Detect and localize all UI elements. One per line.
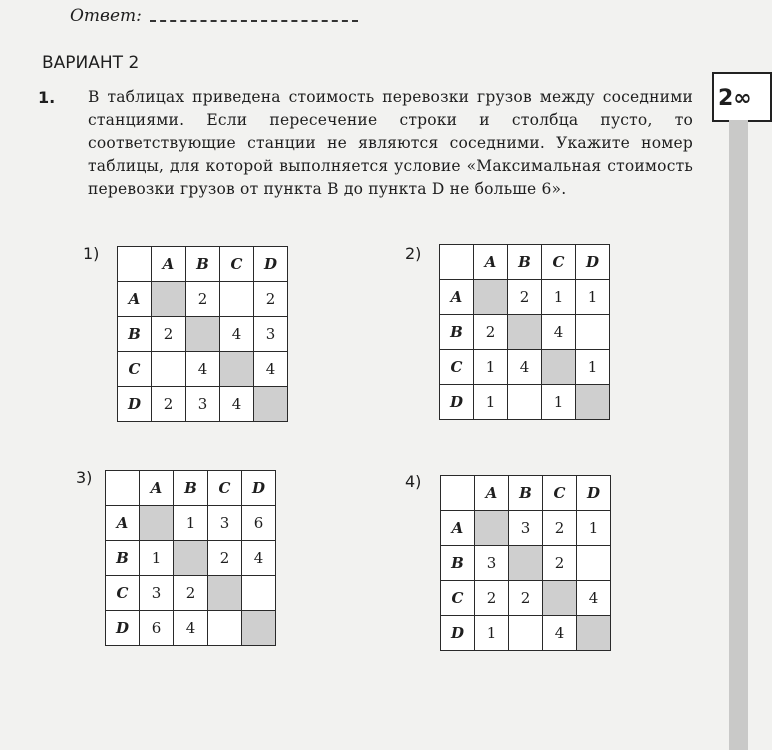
diagonal-cell <box>508 315 542 350</box>
table-4-label: 4) <box>405 472 422 491</box>
cost-cell <box>577 546 611 581</box>
answer-label: Ответ: <box>70 6 142 26</box>
corner-cell <box>118 247 152 282</box>
row-header: C <box>440 350 474 385</box>
cost-cell: 2 <box>508 280 542 315</box>
table-row <box>106 541 276 576</box>
cost-cell: 4 <box>186 352 220 387</box>
diagonal-cell <box>220 352 254 387</box>
corner-cell <box>106 471 140 506</box>
column-header: C <box>543 476 577 511</box>
diagonal-cell <box>543 581 577 616</box>
cost-cell <box>508 385 542 420</box>
diagonal-cell <box>509 546 543 581</box>
table-row <box>441 546 611 581</box>
diagonal-cell <box>576 385 610 420</box>
cost-cell: 1 <box>577 511 611 546</box>
row-header: C <box>106 576 140 611</box>
table-row <box>440 280 610 315</box>
table-3-label: 3) <box>76 468 93 487</box>
table-header-row <box>118 247 288 282</box>
row-header: D <box>441 616 475 651</box>
cost-cell: 1 <box>174 506 208 541</box>
cost-cell: 2 <box>543 511 577 546</box>
cost-cell: 4 <box>174 611 208 646</box>
cost-cell: 2 <box>474 315 508 350</box>
cost-cell: 2 <box>174 576 208 611</box>
diagonal-cell <box>140 506 174 541</box>
table-row <box>118 282 288 317</box>
table-header-row <box>440 245 610 280</box>
row-header: A <box>106 506 140 541</box>
diagonal-cell <box>474 280 508 315</box>
cost-cell: 4 <box>577 581 611 616</box>
cost-cell: 1 <box>542 385 576 420</box>
cost-cell: 4 <box>254 352 288 387</box>
table-row <box>106 576 276 611</box>
cost-cell: 4 <box>220 317 254 352</box>
column-header: B <box>174 471 208 506</box>
row-header: A <box>440 280 474 315</box>
row-header: D <box>106 611 140 646</box>
table-row <box>440 350 610 385</box>
table-header-row <box>441 476 611 511</box>
cost-cell: 2 <box>543 546 577 581</box>
table-3 <box>105 470 276 646</box>
diagonal-cell <box>475 511 509 546</box>
cost-cell <box>242 576 276 611</box>
cost-cell: 3 <box>186 387 220 422</box>
cost-cell: 1 <box>576 280 610 315</box>
cost-cell: 1 <box>475 616 509 651</box>
cost-cell: 2 <box>254 282 288 317</box>
column-header: C <box>208 471 242 506</box>
corner-cell <box>441 476 475 511</box>
cost-cell: 2 <box>475 581 509 616</box>
cost-cell: 3 <box>475 546 509 581</box>
cost-cell: 6 <box>242 506 276 541</box>
cost-cell: 2 <box>509 581 543 616</box>
table-4 <box>440 475 611 651</box>
column-header: B <box>508 245 542 280</box>
cost-cell: 4 <box>508 350 542 385</box>
column-header: A <box>152 247 186 282</box>
variant-title: ВАРИАНТ 2 <box>42 53 140 73</box>
cost-cell: 6 <box>140 611 174 646</box>
corner-cell <box>440 245 474 280</box>
table-1-label: 1) <box>83 244 100 263</box>
column-header: D <box>576 245 610 280</box>
cost-cell: 2 <box>152 387 186 422</box>
column-header: B <box>186 247 220 282</box>
table-row <box>440 385 610 420</box>
cost-cell: 2 <box>208 541 242 576</box>
diagonal-cell <box>254 387 288 422</box>
column-header: C <box>220 247 254 282</box>
answer-blank-line <box>150 20 358 22</box>
column-header: D <box>577 476 611 511</box>
task-number: 1. <box>38 88 56 107</box>
row-header: B <box>440 315 474 350</box>
table-row <box>441 616 611 651</box>
cost-cell: 4 <box>542 315 576 350</box>
row-header: B <box>118 317 152 352</box>
row-header: C <box>441 581 475 616</box>
column-header: B <box>509 476 543 511</box>
cost-cell: 1 <box>140 541 174 576</box>
cost-cell: 3 <box>208 506 242 541</box>
cost-cell: 3 <box>140 576 174 611</box>
column-header: D <box>254 247 288 282</box>
cost-cell: 4 <box>220 387 254 422</box>
cost-cell: 1 <box>576 350 610 385</box>
column-header: A <box>474 245 508 280</box>
column-header: D <box>242 471 276 506</box>
table-row <box>441 511 611 546</box>
diagonal-cell <box>577 616 611 651</box>
cost-cell <box>152 352 186 387</box>
row-header: D <box>118 387 152 422</box>
diagonal-cell <box>242 611 276 646</box>
table-row <box>106 611 276 646</box>
cost-cell: 1 <box>474 385 508 420</box>
side-tab: 2∞ <box>712 72 772 122</box>
cost-cell: 2 <box>152 317 186 352</box>
row-header: B <box>441 546 475 581</box>
table-row <box>118 387 288 422</box>
diagonal-cell <box>542 350 576 385</box>
page-edge-strip <box>729 120 748 750</box>
diagonal-cell <box>152 282 186 317</box>
cost-cell <box>208 611 242 646</box>
diagonal-cell <box>174 541 208 576</box>
table-header-row <box>106 471 276 506</box>
diagonal-cell <box>186 317 220 352</box>
column-header: A <box>140 471 174 506</box>
cost-cell: 4 <box>242 541 276 576</box>
cost-cell <box>509 616 543 651</box>
table-1 <box>117 246 288 422</box>
cost-cell <box>576 315 610 350</box>
table-row <box>118 317 288 352</box>
table-row <box>106 506 276 541</box>
cost-cell: 4 <box>543 616 577 651</box>
table-2-label: 2) <box>405 244 422 263</box>
diagonal-cell <box>208 576 242 611</box>
column-header: C <box>542 245 576 280</box>
row-header: D <box>440 385 474 420</box>
row-header: B <box>106 541 140 576</box>
cost-cell <box>220 282 254 317</box>
cost-cell: 3 <box>254 317 288 352</box>
row-header: A <box>441 511 475 546</box>
column-header: A <box>475 476 509 511</box>
task-text: В таблицах приведена стоимость перевозки грузов между соседними станциями. Если пересечение строки и столбца пусто, то соответствующие станции не являются соседними. Укажите номер таблицы, для которой выполняется условие «Максимальная стоимость перевозки грузов от пункта B до пункта D не больше 6». <box>88 88 693 198</box>
cost-cell: 1 <box>474 350 508 385</box>
cost-cell: 1 <box>542 280 576 315</box>
cost-cell: 2 <box>186 282 220 317</box>
row-header: A <box>118 282 152 317</box>
table-row <box>441 581 611 616</box>
task-block <box>38 86 693 201</box>
row-header: C <box>118 352 152 387</box>
table-2 <box>439 244 610 420</box>
cost-cell: 3 <box>509 511 543 546</box>
table-row <box>118 352 288 387</box>
table-row <box>440 315 610 350</box>
